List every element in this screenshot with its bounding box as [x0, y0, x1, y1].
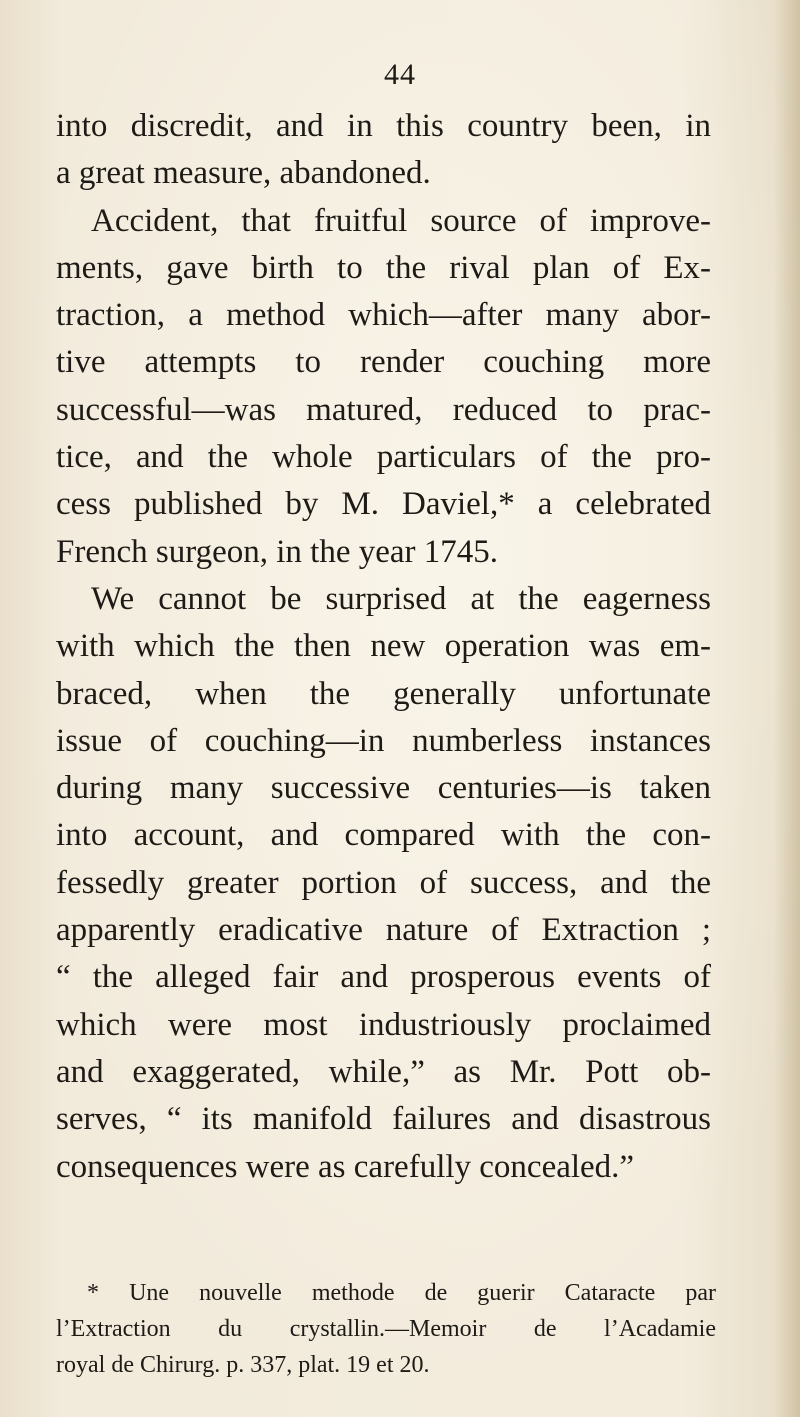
text-line: consequences were as carefully concealed.” — [56, 1148, 635, 1185]
text-line: tive attempts to render couching more — [56, 344, 711, 381]
text-line: which were most industriously proclaimed — [56, 1006, 711, 1043]
page-edge-shadow — [774, 0, 800, 1417]
body-text — [56, 103, 711, 1191]
text-line: fessedly greater portion of success, and the — [56, 864, 711, 901]
text-line: during many successive centuries—is taken — [56, 770, 711, 807]
footnote-line: * Une nouvelle methode de guerir Cataracte par — [87, 1280, 716, 1306]
text-line: successful—was matured, reduced to prac- — [56, 391, 711, 428]
text-line: “ the alleged fair and prosperous events of — [56, 959, 711, 996]
text-line: serves, “ its manifold failures and disastrous — [56, 1101, 711, 1138]
text-line: French surgeon, in the year 1745. — [56, 533, 499, 570]
text-line: braced, when the generally unfortunate — [56, 675, 711, 712]
text-line: traction, a method which—after many abor- — [56, 297, 711, 334]
footnote — [56, 1275, 716, 1383]
footnote-line: royal de Chirurg. p. 337, plat. 19 et 20. — [56, 1352, 430, 1378]
text-line: cess published by M. Daviel,* a celebrated — [56, 486, 711, 523]
footnote-line: l’Extraction du crystallin.—Memoir de l’Acadamie — [56, 1316, 716, 1342]
text-line: into account, and compared with the con- — [56, 817, 711, 854]
text-line: We cannot be surprised at the eagerness — [91, 580, 711, 617]
text-line: and exaggerated, while,” as Mr. Pott ob- — [56, 1053, 711, 1090]
text-line: apparently eradicative nature of Extraction ; — [56, 912, 711, 949]
text-line: tice, and the whole particulars of the pro- — [56, 439, 711, 476]
text-line: issue of couching—in numberless instances — [56, 722, 711, 759]
text-line: a great measure, abandoned. — [56, 155, 431, 192]
text-line: with which the then new operation was em- — [56, 628, 711, 665]
text-line: Accident, that fruitful source of improve- — [91, 202, 711, 239]
page-number: 44 — [384, 58, 416, 91]
text-line: ments, gave birth to the rival plan of Ex- — [56, 249, 711, 286]
text-line: into discredit, and in this country been, in — [56, 108, 711, 144]
